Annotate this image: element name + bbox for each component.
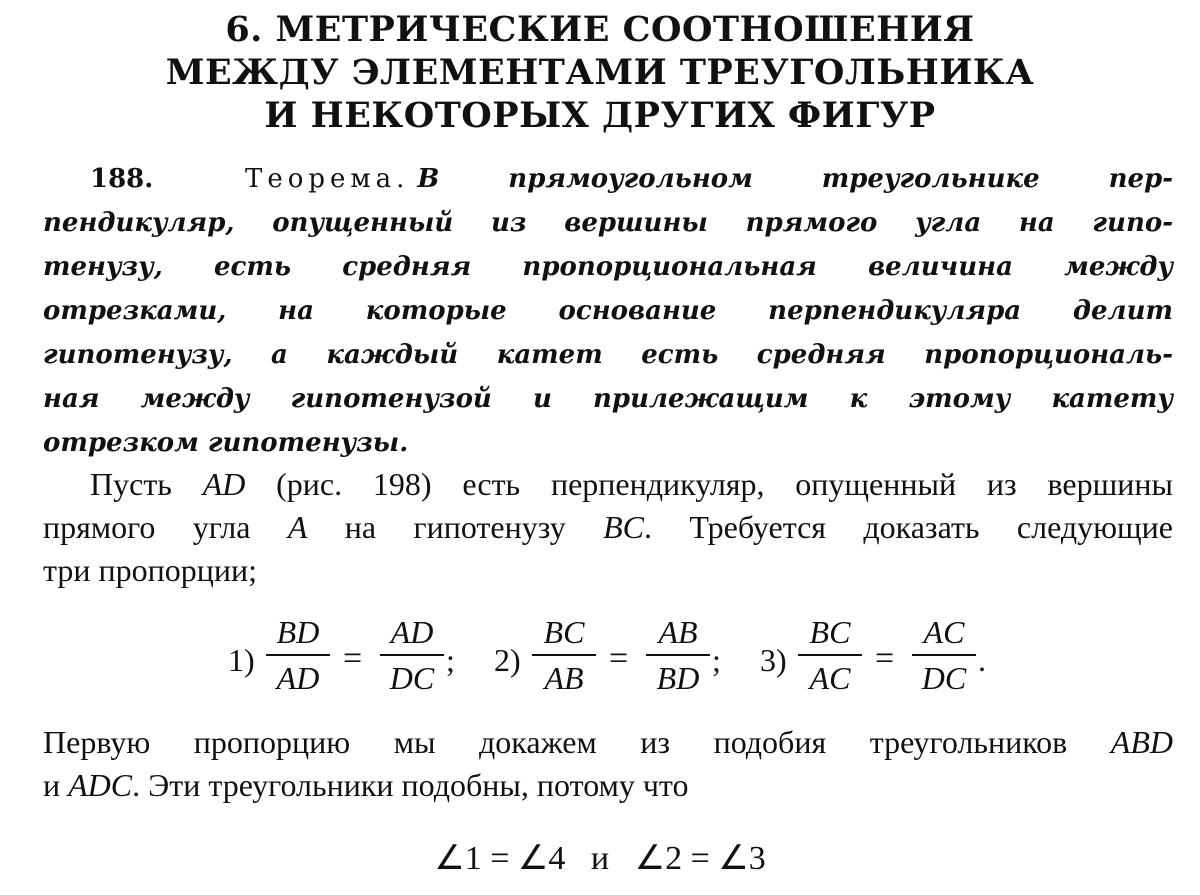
title-line-3: И НЕКОТОРЫХ ДРУГИХ ФИГУР xyxy=(264,95,936,136)
text: и xyxy=(43,767,69,803)
text: Пусть xyxy=(90,466,203,502)
text: (рис. 198) есть перпендикуляр, опущенный из вершины xyxy=(245,466,1174,502)
text: . Эти треугольники подобны, потому что xyxy=(132,767,689,803)
denominator: AC xyxy=(809,660,851,696)
numerator: AB xyxy=(658,614,698,650)
title-line-1: 6. МЕТРИЧЕСКИЕ СООТНОШЕНИЯ xyxy=(225,9,975,50)
text: на гипотенузу xyxy=(307,509,604,545)
fraction-left xyxy=(798,612,862,698)
punctuation: . xyxy=(978,642,986,678)
numerator: BC xyxy=(543,614,585,650)
theorem-line-3: тенузу, есть средняя пропорциональная величина между xyxy=(43,252,1173,282)
punctuation: ; xyxy=(712,642,721,678)
para1-line-2 xyxy=(43,509,1173,546)
theorem-line-4: отрезками, на которые основание перпендикуляра делит xyxy=(43,296,1173,326)
fraction-right xyxy=(912,612,976,698)
math-bc: BC xyxy=(603,509,644,545)
numerator: AC xyxy=(923,614,965,650)
math-a: A xyxy=(287,509,308,545)
para1-line-1 xyxy=(43,466,1173,503)
theorem-text-1: В прямоугольном треугольнике пер- xyxy=(417,164,1173,194)
denominator: DC xyxy=(389,660,435,696)
section-title xyxy=(0,8,1200,137)
fraction-bar xyxy=(380,654,444,656)
denominator: DC xyxy=(921,660,967,696)
math-abd: ABD xyxy=(1110,724,1173,760)
theorem-label: Теорема. xyxy=(245,164,410,194)
equals-sign: = xyxy=(609,640,629,677)
fraction-bar xyxy=(646,654,710,656)
numerator: AD xyxy=(390,614,434,650)
para2-line-2 xyxy=(43,767,1173,804)
theorem-line-5: гипотенузу, а каждый катет есть средняя пропорциональ- xyxy=(43,340,1173,370)
fraction-bar xyxy=(532,654,596,656)
angle-equalities: ∠1 = ∠4 и ∠2 = ∠3 xyxy=(434,840,766,877)
fraction-right xyxy=(380,612,444,698)
math-ad: AD xyxy=(202,466,246,502)
equals-sign: = xyxy=(343,640,363,677)
text: Первую пропорцию мы докажем из подобия треугольников xyxy=(43,724,1111,760)
denominator: AD xyxy=(276,660,320,696)
numerator: BD xyxy=(276,614,320,650)
proportions-formula xyxy=(0,612,1200,702)
punctuation: ; xyxy=(446,642,455,678)
para1-line-3: три пропорции; xyxy=(43,552,258,588)
theorem-line-1 xyxy=(43,164,1173,194)
para2-line-1 xyxy=(43,724,1173,761)
theorem-line-2: пендикуляр, опущенный из вершины прямого угла на гипо- xyxy=(43,208,1173,238)
theorem-number: 188. xyxy=(90,164,154,194)
fraction-left xyxy=(266,612,330,698)
text: . Требуется доказать следующие xyxy=(643,509,1174,545)
proportion-label: 3) xyxy=(760,642,787,678)
theorem-line-7: отрезком гипотенузы. xyxy=(43,428,409,458)
fraction-right xyxy=(646,612,710,698)
fraction-bar xyxy=(798,654,862,656)
fraction-bar xyxy=(266,654,330,656)
theorem-line-6: ная между гипотенузой и прилежащим к этому катету xyxy=(43,384,1173,414)
fraction-left xyxy=(532,612,596,698)
text: прямого угла xyxy=(43,509,288,545)
proportion-label: 2) xyxy=(494,642,521,678)
title-line-2: МЕЖДУ ЭЛЕМЕНТАМИ ТРЕУГОЛЬНИКА xyxy=(165,52,1035,93)
math-adc: ADC xyxy=(68,767,133,803)
fraction-bar xyxy=(912,654,976,656)
equals-sign: = xyxy=(875,640,895,677)
denominator: BD xyxy=(656,660,700,696)
proportion-label: 1) xyxy=(228,642,255,678)
denominator: AB xyxy=(544,660,584,696)
numerator: BC xyxy=(809,614,851,650)
